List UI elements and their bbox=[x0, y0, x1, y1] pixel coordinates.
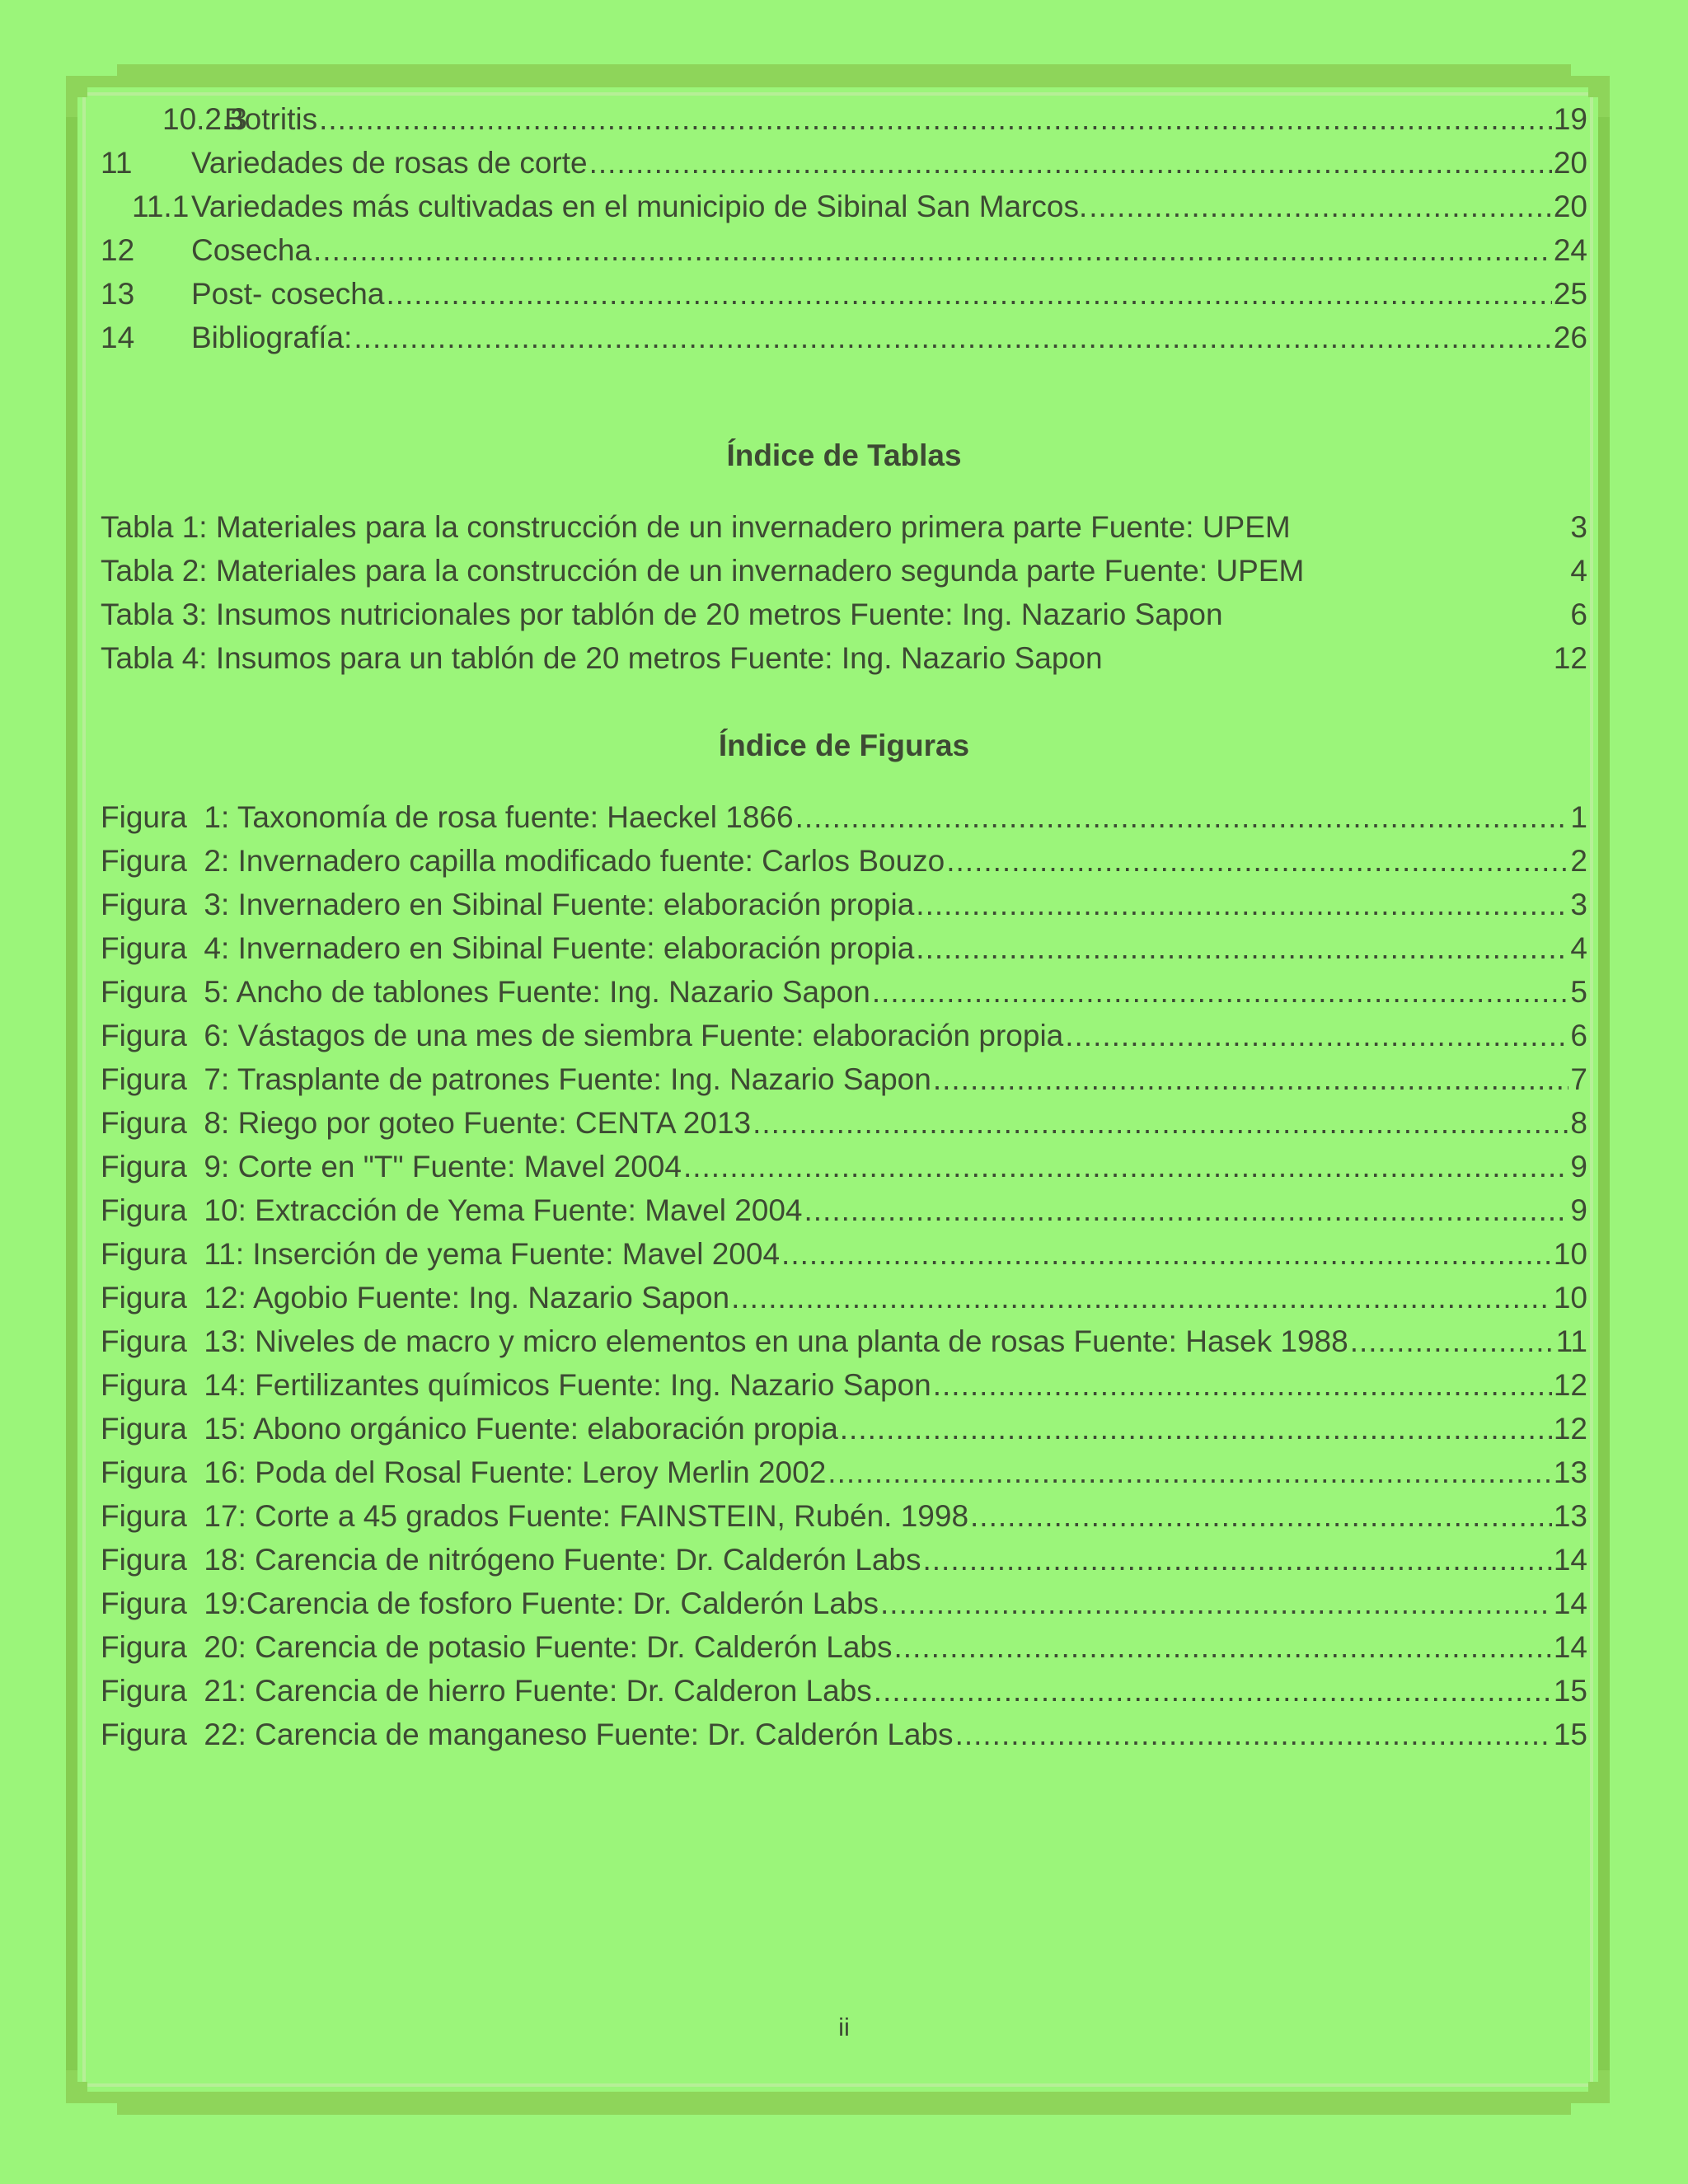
dot-leader bbox=[731, 1276, 1552, 1319]
dot-leader bbox=[1065, 1014, 1568, 1057]
toc-entry-page: 25 bbox=[1553, 277, 1587, 311]
figure-entry-page: 12 bbox=[1553, 1368, 1587, 1402]
figure-index-entry[interactable] bbox=[101, 926, 1587, 970]
toc-entry-title: Botritis bbox=[224, 102, 318, 136]
figure-entry-page: 5 bbox=[1570, 975, 1587, 1009]
figure-entry-title: Figura 5: Ancho de tablones Fuente: Ing. Nazario Sapon bbox=[101, 975, 870, 1009]
figure-entry-page: 9 bbox=[1570, 1193, 1587, 1227]
table-entry-title: Tabla 2: Materiales para la construcción de un invernadero segunda parte Fuente: UPEM bbox=[101, 554, 1305, 588]
toc-entry[interactable] bbox=[101, 97, 1587, 141]
dot-leader bbox=[916, 926, 1568, 970]
dot-leader bbox=[922, 1538, 1551, 1582]
toc-entry-page: 20 bbox=[1553, 146, 1587, 180]
figure-entry-title: Figura 1: Taxonomía de rosa fuente: Haeckel 1866 bbox=[101, 800, 794, 834]
figure-index-entry[interactable] bbox=[101, 1494, 1587, 1538]
figure-entry-title: Figura 18: Carencia de nitrógeno Fuente: Dr. Calderón Labs bbox=[101, 1543, 921, 1577]
toc-entry-page: 20 bbox=[1553, 190, 1587, 223]
figure-index-entry[interactable] bbox=[101, 1538, 1587, 1582]
dot-leader bbox=[840, 1407, 1552, 1451]
figure-entry-title: Figura 16: Poda del Rosal Fuente: Leroy Merlin 2002 bbox=[101, 1455, 827, 1489]
border-top-bar bbox=[117, 64, 1571, 77]
toc-entry[interactable] bbox=[101, 272, 1587, 316]
figure-entry-page: 4 bbox=[1570, 931, 1587, 965]
dot-leader bbox=[753, 1101, 1568, 1145]
figure-index-entry[interactable] bbox=[101, 1319, 1587, 1363]
border-corner bbox=[1588, 2082, 1610, 2103]
dot-leader bbox=[880, 1582, 1552, 1625]
figure-entry-title: Figura 20: Carencia de potasio Fuente: Dr. Calderón Labs bbox=[101, 1630, 893, 1664]
table-entry-page: 3 bbox=[1570, 510, 1587, 544]
dot-leader bbox=[872, 970, 1569, 1014]
figure-index-entry[interactable] bbox=[101, 1014, 1587, 1057]
border-left-bar bbox=[66, 117, 77, 2070]
toc-entry[interactable] bbox=[101, 141, 1587, 185]
toc-entry-number: 11.1 bbox=[132, 190, 190, 223]
table-entry-title: Tabla 3: Insumos nutricionales por tablón de 20 metros Fuente: Ing. Nazario Sapon bbox=[101, 598, 1223, 631]
figure-entry-page: 13 bbox=[1553, 1455, 1587, 1489]
figure-entry-title: Figura 6: Vástagos de una mes de siembra Fuente: elaboración propia bbox=[101, 1019, 1064, 1052]
border-corner bbox=[66, 2082, 87, 2103]
figure-index-entry[interactable] bbox=[101, 1232, 1587, 1276]
dot-leader bbox=[313, 228, 1552, 272]
dot-leader bbox=[386, 272, 1551, 316]
dot-leader bbox=[828, 1451, 1552, 1494]
dot-leader bbox=[795, 795, 1569, 839]
border-right-bar bbox=[1598, 117, 1610, 2070]
dot-leader bbox=[874, 1669, 1552, 1713]
figure-entry-page: 10 bbox=[1553, 1281, 1587, 1315]
figure-entry-page: 15 bbox=[1553, 1718, 1587, 1751]
table-index-entry[interactable] bbox=[101, 636, 1587, 680]
tables-index-heading: Índice de Tablas bbox=[726, 438, 962, 472]
figure-entry-title: Figura 2: Invernadero capilla modificado fuente: Carlos Bouzo bbox=[101, 844, 945, 878]
figure-entry-title: Figura 22: Carencia de manganeso Fuente: Dr. Calderón Labs bbox=[101, 1718, 954, 1751]
toc-entry-title: Variedades de rosas de corte bbox=[191, 146, 588, 180]
border-corner bbox=[66, 76, 87, 97]
table-entry-title: Tabla 4: Insumos para un tablón de 20 metros Fuente: Ing. Nazario Sapon bbox=[101, 641, 1103, 675]
figure-index-entry[interactable] bbox=[101, 839, 1587, 883]
figure-index-entry[interactable] bbox=[101, 970, 1587, 1014]
table-index-entry[interactable] bbox=[101, 505, 1587, 549]
figure-entry-title: Figura 7: Trasplante de patrones Fuente: Ing. Nazario Sapon bbox=[101, 1062, 931, 1096]
figure-entry-page: 11 bbox=[1555, 1324, 1587, 1358]
figure-index-entry[interactable] bbox=[101, 795, 1587, 839]
toc-entry[interactable] bbox=[101, 316, 1587, 359]
dot-leader bbox=[955, 1713, 1552, 1756]
figure-entry-page: 2 bbox=[1570, 844, 1587, 878]
toc-entry-page: 19 bbox=[1553, 102, 1587, 136]
figure-index-entry[interactable] bbox=[101, 883, 1587, 926]
figure-entry-title: Figura 8: Riego por goteo Fuente: CENTA 2013 bbox=[101, 1106, 752, 1140]
toc-entry-number: 10.2.3 bbox=[162, 102, 247, 136]
dot-leader bbox=[916, 883, 1568, 926]
figure-entry-page: 10 bbox=[1553, 1237, 1587, 1271]
dot-leader bbox=[781, 1232, 1552, 1276]
figure-index-entry[interactable] bbox=[101, 1625, 1587, 1669]
table-entry-page: 6 bbox=[1570, 598, 1587, 631]
figure-entry-page: 7 bbox=[1570, 1062, 1587, 1096]
toc-entry[interactable] bbox=[101, 185, 1587, 228]
figure-entry-page: 6 bbox=[1570, 1019, 1587, 1052]
figure-entry-page: 3 bbox=[1570, 888, 1587, 921]
figure-entry-title: Figura 14: Fertilizantes químicos Fuente: Ing. Nazario Sapon bbox=[101, 1368, 931, 1402]
figure-entry-title: Figura 15: Abono orgánico Fuente: elaboración propia bbox=[101, 1412, 838, 1446]
dot-leader bbox=[894, 1625, 1552, 1669]
figure-entry-title: Figura 21: Carencia de hierro Fuente: Dr. Calderon Labs bbox=[101, 1674, 872, 1708]
dot-leader bbox=[946, 839, 1568, 883]
toc-entry-title: Bibliografía: bbox=[191, 321, 353, 354]
table-entry-page: 12 bbox=[1553, 641, 1587, 675]
toc-entry-page: 24 bbox=[1553, 233, 1587, 267]
figures-index-heading: Índice de Figuras bbox=[718, 729, 970, 762]
figure-entry-title: Figura 10: Extracción de Yema Fuente: Mavel 2004 bbox=[101, 1193, 803, 1227]
dot-leader bbox=[1089, 185, 1552, 228]
figure-entry-page: 14 bbox=[1553, 1630, 1587, 1664]
table-index-entry[interactable] bbox=[101, 549, 1587, 593]
figure-entry-title: Figura 9: Corte en "T" Fuente: Mavel 2004 bbox=[101, 1150, 682, 1183]
figure-entry-title: Figura 4: Invernadero en Sibinal Fuente: elaboración propia bbox=[101, 931, 915, 965]
table-entry-title: Tabla 1: Materiales para la construcción de un invernadero primera parte Fuente: UPEM bbox=[101, 510, 1291, 544]
figure-entry-page: 1 bbox=[1570, 800, 1587, 834]
toc-entry-title: Variedades más cultivadas en el municipio de Sibinal San Marcos. bbox=[191, 190, 1088, 223]
figure-entry-title: Figura 13: Niveles de macro y micro elementos en una planta de rosas Fuente: Hasek 1988 bbox=[101, 1324, 1348, 1358]
figure-entry-title: Figura 17: Corte a 45 grados Fuente: FAINSTEIN, Rubén. 1998 bbox=[101, 1499, 969, 1533]
figure-index-entry[interactable] bbox=[101, 1101, 1587, 1145]
figure-index-entry[interactable] bbox=[101, 1188, 1587, 1232]
figure-entry-page: 15 bbox=[1553, 1674, 1587, 1708]
border-bottom-bar bbox=[117, 2102, 1571, 2115]
figure-entry-title: Figura 11: Inserción de yema Fuente: Mavel 2004 bbox=[101, 1237, 781, 1271]
toc-entry-title: Cosecha bbox=[191, 233, 312, 267]
figure-index-entry[interactable] bbox=[101, 1407, 1587, 1451]
figure-index-entry[interactable] bbox=[101, 1145, 1587, 1188]
figure-entry-page: 9 bbox=[1570, 1150, 1587, 1183]
figure-index-entry[interactable] bbox=[101, 1276, 1587, 1319]
figure-index-entry[interactable] bbox=[101, 1582, 1587, 1625]
table-entry-page: 4 bbox=[1570, 554, 1587, 588]
figure-entry-page: 14 bbox=[1553, 1543, 1587, 1577]
figure-index-entry[interactable] bbox=[101, 1451, 1587, 1494]
toc-entry-number: 11 bbox=[101, 146, 133, 180]
toc-entry-title: Post- cosecha bbox=[191, 277, 385, 311]
toc-entry-number: 14 bbox=[101, 321, 135, 354]
dot-leader bbox=[354, 316, 1551, 359]
dot-leader bbox=[319, 97, 1552, 141]
figure-index-entry[interactable] bbox=[101, 1669, 1587, 1713]
dot-leader bbox=[589, 141, 1552, 185]
dot-leader bbox=[933, 1057, 1569, 1101]
dot-leader bbox=[1350, 1319, 1554, 1363]
toc-entry[interactable] bbox=[101, 228, 1587, 272]
figure-entry-title: Figura 12: Agobio Fuente: Ing. Nazario Sapon bbox=[101, 1281, 730, 1315]
dot-leader bbox=[970, 1494, 1552, 1538]
toc-entry-page: 26 bbox=[1553, 321, 1587, 354]
toc-entry-number: 13 bbox=[101, 277, 135, 311]
border-corner bbox=[1588, 76, 1610, 97]
dot-leader bbox=[933, 1363, 1552, 1407]
figure-entry-page: 14 bbox=[1553, 1586, 1587, 1620]
dot-leader bbox=[804, 1188, 1569, 1232]
figure-index-entry[interactable] bbox=[101, 1057, 1587, 1101]
figure-entry-title: Figura 3: Invernadero en Sibinal Fuente: elaboración propia bbox=[101, 888, 915, 921]
figure-index-entry[interactable] bbox=[101, 1363, 1587, 1407]
figure-index-entry[interactable] bbox=[101, 1713, 1587, 1756]
page-number: ii bbox=[838, 2013, 850, 2041]
toc-entry-number: 12 bbox=[101, 233, 135, 267]
figure-entry-title: Figura 19:Carencia de fosforo Fuente: Dr. Calderón Labs bbox=[101, 1586, 879, 1620]
figure-entry-page: 12 bbox=[1553, 1412, 1587, 1446]
dot-leader bbox=[683, 1145, 1568, 1188]
table-index-entry[interactable] bbox=[101, 593, 1587, 636]
figure-entry-page: 8 bbox=[1570, 1106, 1587, 1140]
figure-entry-page: 13 bbox=[1553, 1499, 1587, 1533]
